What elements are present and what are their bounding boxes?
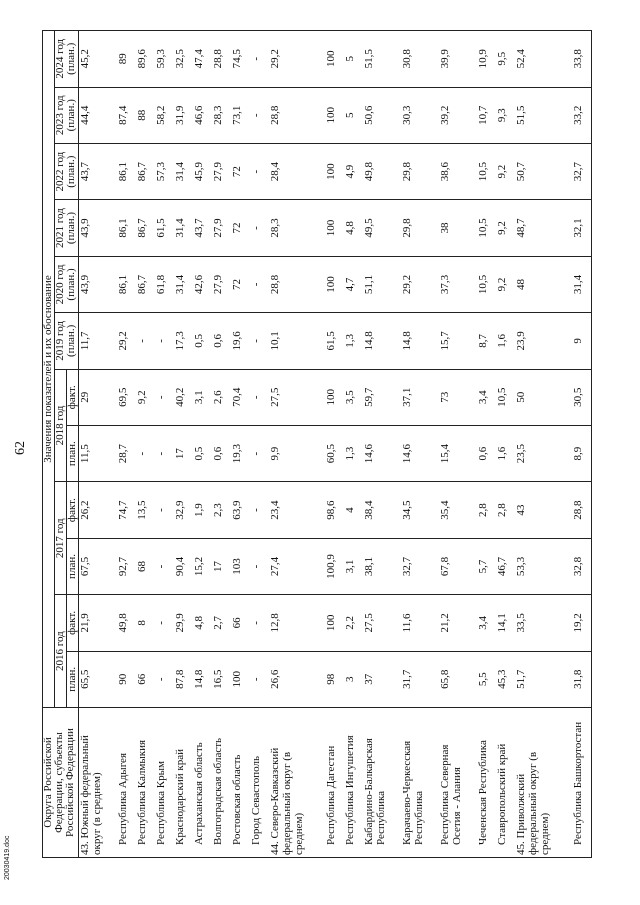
value-cell: - [250,538,269,594]
value-cell: 38,4 [363,482,401,538]
value-cell: 74,5 [231,31,250,88]
value-cell: 4 [344,482,363,538]
value-cell: 5 [344,87,363,143]
value-cell: 9,2 [136,369,155,425]
value-cell: 17 [174,425,193,481]
value-cell: 86,1 [117,256,136,312]
value-cell: 43,9 [79,256,118,312]
value-cell: 10,5 [477,143,496,199]
value-cell: 3 [344,651,363,707]
value-cell: 27,5 [269,369,326,425]
value-cell: 28,8 [269,87,326,143]
value-cell: 73,1 [231,87,250,143]
value-cell: 38,1 [363,538,401,594]
table-row [363,31,401,858]
value-cell: - [136,313,155,369]
table-row [439,31,477,858]
value-cell: 39,9 [439,31,477,88]
year-header-2022: 2022 год (план.) [55,143,79,199]
plan-header: план. [67,538,79,594]
value-cell: 35,4 [439,482,477,538]
value-cell: 86,1 [117,200,136,256]
value-cell: - [155,595,174,651]
table-row [572,31,592,858]
value-cell: - [250,31,269,88]
value-cell: 23,9 [515,313,572,369]
value-cell: 14,8 [401,313,439,369]
value-cell: 11,6 [401,595,439,651]
value-cell: 45,2 [79,31,118,88]
value-cell: 27,9 [212,200,231,256]
value-cell: 57,3 [155,143,174,199]
value-cell: 26,2 [79,482,118,538]
value-cell: 15,2 [193,538,212,594]
value-cell: 30,3 [401,87,439,143]
value-cell: 4,8 [344,200,363,256]
value-cell: 0,6 [477,425,496,481]
value-cell: 9 [572,313,592,369]
region-name-cell: Волгоградская область [212,708,231,858]
rotated-table-container [42,30,592,858]
value-cell: 44,4 [79,87,118,143]
table-row [496,31,515,858]
value-cell: 28,3 [212,87,231,143]
value-cell: 8,7 [477,313,496,369]
value-cell: 29,2 [401,256,439,312]
value-cell: 48,7 [515,200,572,256]
value-cell: 90 [117,651,136,707]
region-name-cell: 44. Северо-Кавказский федеральный округ (в среднем) [269,708,326,858]
value-cell: - [250,200,269,256]
value-cell: 100 [325,200,344,256]
value-cell: - [250,313,269,369]
value-cell: 27,5 [363,595,401,651]
value-cell: 58,2 [155,87,174,143]
value-cell: - [155,425,174,481]
value-cell: 9,2 [496,256,515,312]
value-cell: 3,1 [344,538,363,594]
value-cell: 27,4 [269,538,326,594]
region-name-cell: Кабардино-Балкарская Республика [363,708,401,858]
value-cell: - [136,425,155,481]
value-cell: 43,7 [193,200,212,256]
value-cell: - [250,651,269,707]
region-name-cell: Республика Калмыкия [136,708,155,858]
value-cell: 33,5 [515,595,572,651]
value-cell: 12,8 [269,595,326,651]
region-name-cell: Республика Ингушетия [344,708,363,858]
year-header-2017: 2017 год [55,482,67,595]
fact-header: факт. [67,595,79,651]
value-cell: 29,9 [174,595,193,651]
value-cell: 19,6 [231,313,250,369]
value-cell: 87,8 [174,651,193,707]
value-cell: 2,8 [477,482,496,538]
value-cell: 100 [325,369,344,425]
value-cell: 19,3 [231,425,250,481]
region-name-cell: 43. Южный федеральный округ (в среднем) [79,708,118,858]
value-cell: 100 [325,256,344,312]
value-cell: 53,3 [515,538,572,594]
value-cell: 26,6 [269,651,326,707]
value-cell: 17 [212,538,231,594]
value-cell: 3,4 [477,595,496,651]
value-cell: 28,8 [269,256,326,312]
value-cell: 86,7 [136,256,155,312]
value-cell: 65,8 [439,651,477,707]
value-cell: 2,3 [212,482,231,538]
value-cell: 50,7 [515,143,572,199]
value-cell: 89 [117,31,136,88]
value-cell: 19,2 [572,595,592,651]
value-cell: 49,5 [363,200,401,256]
value-cell: 17,3 [174,313,193,369]
region-name-cell: Республика Северная Осетия - Алания [439,708,477,858]
value-cell: 70,4 [231,369,250,425]
table-row [155,31,174,858]
region-name-cell: Ставропольский край [496,708,515,858]
value-cell: 50 [515,369,572,425]
table-row [477,31,496,858]
table-row [325,31,344,858]
value-cell: 29,2 [269,31,326,88]
value-cell: 66 [136,651,155,707]
value-cell: 51,1 [363,256,401,312]
value-cell: 98,6 [325,482,344,538]
value-cell: 28,7 [117,425,136,481]
value-cell: 32,9 [174,482,193,538]
region-name-cell: Республика Адыгея [117,708,136,858]
value-cell: 9,3 [496,87,515,143]
value-cell: 32,8 [572,538,592,594]
value-cell: 67,8 [439,538,477,594]
value-cell: 31,7 [401,651,439,707]
value-cell: 45,9 [193,143,212,199]
value-cell: 67,5 [79,538,118,594]
value-cell: 29,2 [117,313,136,369]
value-cell: - [250,369,269,425]
value-cell: 31,9 [174,87,193,143]
value-cell: 59,3 [155,31,174,88]
value-cell: 61,8 [155,256,174,312]
value-cell: 51,5 [363,31,401,88]
value-cell: - [155,482,174,538]
value-cell: 14,6 [363,425,401,481]
value-cell: 86,7 [136,200,155,256]
year-header-2019: 2019 год (план.) [55,313,79,369]
value-cell: - [250,425,269,481]
table-row [269,31,326,858]
value-cell: - [250,87,269,143]
value-cell: 43,9 [79,200,118,256]
value-cell: 1,3 [344,425,363,481]
value-cell: - [155,369,174,425]
table-row [231,31,250,858]
value-cell: 86,1 [117,143,136,199]
value-cell: 30,5 [572,369,592,425]
region-name-cell: Республика Башкортостан [572,708,592,858]
value-cell: 63,9 [231,482,250,538]
value-cell: 2,2 [344,595,363,651]
region-column-header: Округа Российской Федерации, субъекты Российской Федерации [43,708,79,858]
year-header-2023: 2023 год (план.) [55,87,79,143]
value-cell: 100 [231,651,250,707]
value-cell: 66 [231,595,250,651]
value-cell: 43,7 [79,143,118,199]
values-title-header: Значения показателей и их обоснование [43,31,55,708]
value-cell: 65,5 [79,651,118,707]
table-row [193,31,212,858]
region-name-cell: Республика Крым [155,708,174,858]
value-cell: 100 [325,87,344,143]
indicator-table [42,30,592,858]
fact-header: факт. [67,369,79,425]
value-cell: 40,2 [174,369,193,425]
value-cell: 46,7 [496,538,515,594]
value-cell: 32,5 [174,31,193,88]
region-name-cell: Астраханская область [193,708,212,858]
value-cell: 49,8 [117,595,136,651]
value-cell: 103 [231,538,250,594]
value-cell: 4,7 [344,256,363,312]
value-cell: 16,5 [212,651,231,707]
value-cell: 31,4 [174,256,193,312]
value-cell: 9,5 [496,31,515,88]
value-cell: - [250,256,269,312]
value-cell: 23,5 [515,425,572,481]
value-cell: 32,7 [401,538,439,594]
value-cell: 14,8 [193,651,212,707]
value-cell: 5,7 [477,538,496,594]
table-body [79,31,592,858]
value-cell: 0,6 [212,425,231,481]
value-cell: 33,2 [572,87,592,143]
value-cell: 100 [325,31,344,88]
value-cell: 87,4 [117,87,136,143]
year-header-2016: 2016 год [55,595,67,708]
value-cell: 1,6 [496,425,515,481]
table-row [212,31,231,858]
value-cell: 34,5 [401,482,439,538]
value-cell: 31,8 [572,651,592,707]
value-cell: 29,8 [401,200,439,256]
value-cell: 31,4 [174,200,193,256]
region-name-cell: Краснодарский край [174,708,193,858]
value-cell: 27,9 [212,143,231,199]
value-cell: 9,9 [269,425,326,481]
value-cell: 15,4 [439,425,477,481]
value-cell: 88 [136,87,155,143]
value-cell: 31,4 [174,143,193,199]
value-cell: 47,4 [193,31,212,88]
plan-header: план. [67,651,79,707]
table-row [250,31,269,858]
value-cell: 3,4 [477,369,496,425]
footer-filename: 20030419.doc [4,835,11,880]
value-cell: 68 [136,538,155,594]
region-name-cell: Город Севастополь [250,708,269,858]
year-header-2018: 2018 год [55,369,67,482]
table-row [515,31,572,858]
value-cell: 49,8 [363,143,401,199]
value-cell: 10,5 [496,369,515,425]
value-cell: 0,5 [193,425,212,481]
value-cell: 100 [325,143,344,199]
value-cell: 28,3 [269,200,326,256]
value-cell: 10,5 [477,200,496,256]
value-cell: 92,7 [117,538,136,594]
value-cell: 28,8 [572,482,592,538]
value-cell: 59,7 [363,369,401,425]
value-cell: 1,6 [496,313,515,369]
value-cell: 60,5 [325,425,344,481]
value-cell: 51,5 [515,87,572,143]
value-cell: 2,7 [212,595,231,651]
value-cell: 11,5 [79,425,118,481]
value-cell: 74,7 [117,482,136,538]
value-cell: 38 [439,200,477,256]
value-cell: 90,4 [174,538,193,594]
value-cell: 9,2 [496,143,515,199]
value-cell: 11,7 [79,313,118,369]
value-cell: 37 [363,651,401,707]
value-cell: 2,6 [212,369,231,425]
value-cell: 100 [325,595,344,651]
year-header-2021: 2021 год (план.) [55,200,79,256]
value-cell: 32,7 [572,143,592,199]
value-cell: 1,9 [193,482,212,538]
value-cell: 5 [344,31,363,88]
value-cell: - [155,651,174,707]
value-cell: 98 [325,651,344,707]
value-cell: 21,9 [79,595,118,651]
value-cell: 39,2 [439,87,477,143]
value-cell: 13,5 [136,482,155,538]
value-cell: 14,6 [401,425,439,481]
value-cell: 28,4 [269,143,326,199]
region-name-cell: Республика Дагестан [325,708,344,858]
value-cell: 73 [439,369,477,425]
value-cell: 72 [231,143,250,199]
plan-header: план. [67,425,79,481]
value-cell: 9,2 [496,200,515,256]
value-cell: 27,9 [212,256,231,312]
region-name-cell: Чеченская Республика [477,708,496,858]
value-cell: 86,7 [136,143,155,199]
value-cell: 15,7 [439,313,477,369]
value-cell: 3,1 [193,369,212,425]
value-cell: 43 [515,482,572,538]
value-cell: 33,8 [572,31,592,88]
page-number: 62 [13,441,28,455]
table-row [136,31,155,858]
value-cell: 89,6 [136,31,155,88]
table-row [174,31,193,858]
value-cell: 48 [515,256,572,312]
value-cell: 21,2 [439,595,477,651]
value-cell: 72 [231,256,250,312]
value-cell: 10,7 [477,87,496,143]
table-row [117,31,136,858]
value-cell: - [155,538,174,594]
table-row [344,31,363,858]
value-cell: - [250,482,269,538]
fact-header: факт. [67,482,79,538]
value-cell: 61,5 [155,200,174,256]
table-row [401,31,439,858]
value-cell: 14,1 [496,595,515,651]
value-cell: 72 [231,200,250,256]
value-cell: 8 [136,595,155,651]
value-cell: 37,1 [401,369,439,425]
value-cell: - [250,143,269,199]
value-cell: 38,6 [439,143,477,199]
value-cell: 50,6 [363,87,401,143]
value-cell: 3,5 [344,369,363,425]
region-name-cell: Ростовская область [231,708,250,858]
value-cell: 4,9 [344,143,363,199]
year-header-2020: 2020 год (план.) [55,256,79,312]
value-cell: 0,5 [193,313,212,369]
value-cell: 10,1 [269,313,326,369]
value-cell: 51,7 [515,651,572,707]
value-cell: 5,5 [477,651,496,707]
value-cell: 46,6 [193,87,212,143]
value-cell: 10,5 [477,256,496,312]
value-cell: 14,8 [363,313,401,369]
value-cell: 8,9 [572,425,592,481]
value-cell: 52,4 [515,31,572,88]
value-cell: 1,3 [344,313,363,369]
value-cell: 31,4 [572,256,592,312]
value-cell: 32,1 [572,200,592,256]
value-cell: 10,9 [477,31,496,88]
value-cell: 0,6 [212,313,231,369]
value-cell: 4,8 [193,595,212,651]
value-cell: 69,5 [117,369,136,425]
value-cell: 45,3 [496,651,515,707]
value-cell: - [155,313,174,369]
value-cell: 100,9 [325,538,344,594]
region-name-cell: 45. Приволжский федеральный округ (в среднем) [515,708,572,858]
value-cell: 30,8 [401,31,439,88]
value-cell: 29,8 [401,143,439,199]
region-name-cell: Карачаево-Черкесская Республика [401,708,439,858]
table-row [79,31,118,858]
value-cell: 42,6 [193,256,212,312]
value-cell: 2,8 [496,482,515,538]
value-cell: 23,4 [269,482,326,538]
value-cell: 61,5 [325,313,344,369]
value-cell: 37,3 [439,256,477,312]
value-cell: 28,8 [212,31,231,88]
value-cell: 29 [79,369,118,425]
value-cell: - [250,595,269,651]
year-header-2024: 2024 год (план.) [55,31,79,88]
